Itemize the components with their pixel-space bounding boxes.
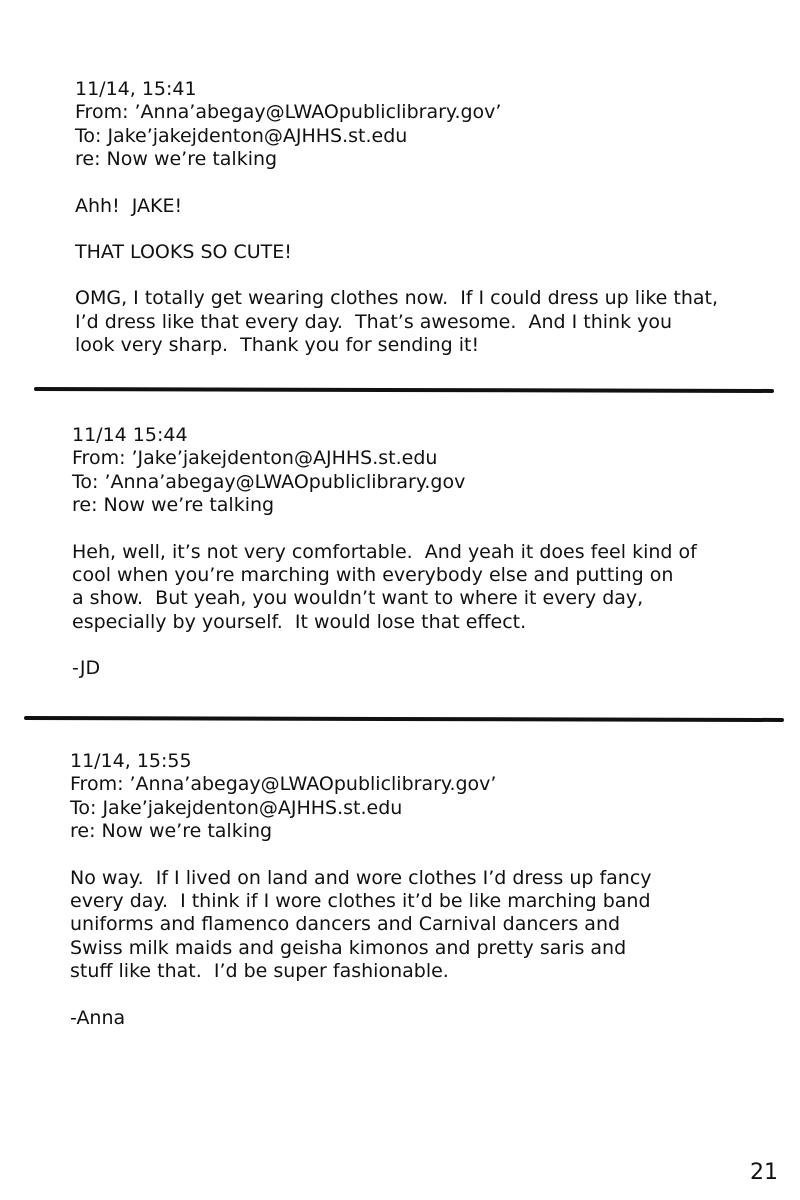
section-divider	[34, 387, 774, 393]
email-body-line: THAT LOOKS SO CUTE!	[75, 241, 292, 264]
email-paragraph	[72, 541, 697, 635]
email-body-line: every day. I think if I wore clothes it’d be like marching band	[70, 890, 651, 913]
email-paragraph	[70, 1007, 652, 1030]
page-number: 21	[750, 1160, 778, 1185]
email-paragraph	[75, 241, 718, 264]
email-message	[72, 424, 697, 681]
email-from: From: ’Anna’abegay@LWAOpubliclibrary.gov’	[75, 101, 502, 124]
email-to: To: Jake’jakejdenton@AJHHS.st.edu	[70, 796, 403, 819]
email-timestamp: 11/14, 15:55	[70, 750, 192, 772]
email-body-line: Swiss milk maids and geisha kimonos and pretty saris and	[70, 936, 627, 959]
email-body-line: a show. But yeah, you wouldn’t want to where it every day,	[72, 587, 644, 610]
email-body-line: Ahh! JAKE!	[75, 194, 183, 217]
email-timestamp: 11/14 15:44	[72, 424, 188, 446]
email-body-line: especially by yourself. It would lose that effect.	[72, 610, 527, 633]
email-body-line: Heh, well, it’s not very comfortable. And yeah it does feel kind of	[72, 540, 697, 563]
email-body-line: OMG, I totally get wearing clothes now. If I could dress up like that,	[75, 287, 719, 310]
email-signature: -Anna	[70, 1006, 126, 1029]
email-to: To: Jake’jakejdenton@AJHHS.st.edu	[75, 124, 408, 147]
email-paragraph	[72, 657, 697, 680]
email-to: To: ’Anna’abegay@LWAOpubliclibrary.gov	[72, 470, 466, 493]
email-timestamp: 11/14, 15:41	[75, 78, 197, 100]
email-paragraph	[75, 195, 718, 218]
email-body-line: I’d dress like that every day. That’s awesome. And I think you	[75, 310, 673, 333]
email-body-line: uniforms and flamenco dancers and Carnival dancers and	[70, 913, 621, 936]
email-body-line: cool when you’re marching with everybody else and putting on	[72, 564, 674, 587]
email-body-line: look very sharp. Thank you for sending it!	[75, 334, 480, 357]
email-body-line: No way. If I lived on land and wore clothes I’d dress up fancy	[70, 866, 652, 889]
email-subject: re: Now we’re talking	[75, 148, 278, 171]
email-from: From: ’Anna’abegay@LWAOpubliclibrary.gov’	[70, 773, 497, 796]
email-subject: re: Now we’re talking	[70, 820, 273, 843]
email-body-line: stuff like that. I’d be super fashionable.	[70, 960, 449, 983]
email-message	[75, 78, 718, 358]
email-paragraph	[75, 287, 718, 357]
email-from: From: ’Jake’jakejdenton@AJHHS.st.edu	[72, 447, 438, 470]
section-divider	[24, 716, 784, 722]
email-subject: re: Now we’re talking	[72, 494, 275, 517]
email-paragraph	[70, 867, 652, 984]
email-message	[70, 750, 652, 1030]
email-signature: -JD	[72, 657, 101, 680]
